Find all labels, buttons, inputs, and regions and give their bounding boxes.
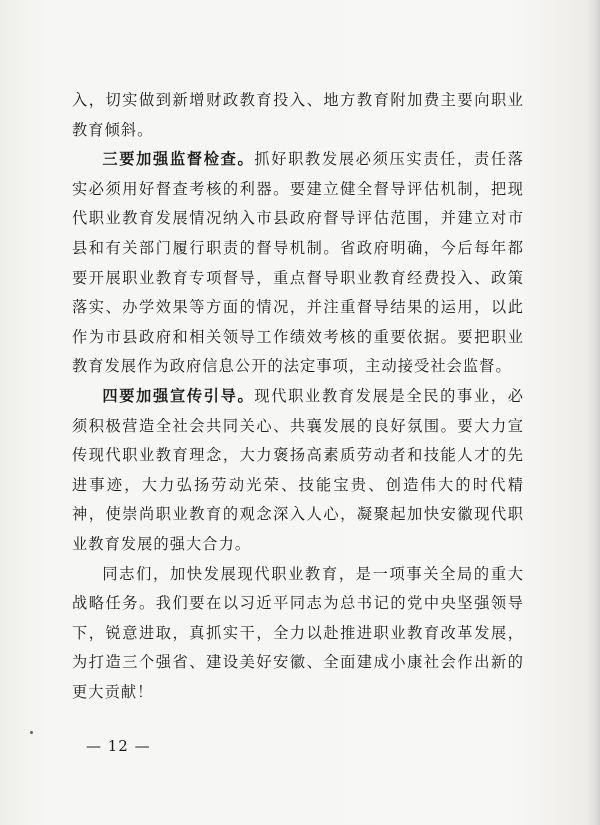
body-text xyxy=(72,86,524,707)
paragraph-text: 抓好职教发展必须压实责任，责任落实必须用好督查考核的利器。要建立健全督导评估机制，把现代职业教育发展情况纳入市县政府督导评估范围，并建立对市县和有关部门履行职责的督导机制。省政府明确，今后每年都要开展职业教育专项督导，重点督导职业教育经费投入、政策落实、办学效果等方面的情况，并注重督导结果的运用，以此作为市县政府和相关领导工作绩效考核的重要依据。要把职业教育发展作为政府信息公开的法定事项，主动接受社会监督。 xyxy=(72,150,524,376)
scan-speck xyxy=(30,731,33,734)
page-number: — 12 — xyxy=(86,737,151,755)
paragraph-supervision xyxy=(72,145,524,382)
paragraph-publicity xyxy=(72,382,524,560)
paragraph-funding-continuation xyxy=(72,86,524,145)
section-heading-supervision: 三要加强监督检查。 xyxy=(102,150,255,169)
paragraph-closing xyxy=(72,560,524,708)
section-heading-publicity: 四要加强宣传引导。 xyxy=(102,386,255,405)
paragraph-text: 同志们，加快发展现代职业教育，是一项事关全局的重大战略任务。我们要在以习近平同志为总书记的党中央坚强领导下，锐意进取，真抓实干，全力以赴推进职业教育改革发展，为打造三个强省、建设美好安徽、全面建成小康社会作出新的更大贡献！ xyxy=(72,564,524,701)
paragraph-text: 现代职业教育发展是全民的事业，必须积极营造全社会共同关心、共襄发展的良好氛围。要大力宣传现代职业教育理念，大力褒扬高素质劳动者和技能人才的先进事迹，大力弘扬劳动光荣、技能宝贵、创造伟大的时代精神，使崇尚职业教育的观念深入人心，凝聚起加快安徽现代职业教育发展的强大合力。 xyxy=(72,386,524,553)
paragraph-text: 入，切实做到新增财政教育投入、地方教育附加费主要向职业教育倾斜。 xyxy=(72,91,524,139)
scan-shadow-edge xyxy=(586,0,600,825)
